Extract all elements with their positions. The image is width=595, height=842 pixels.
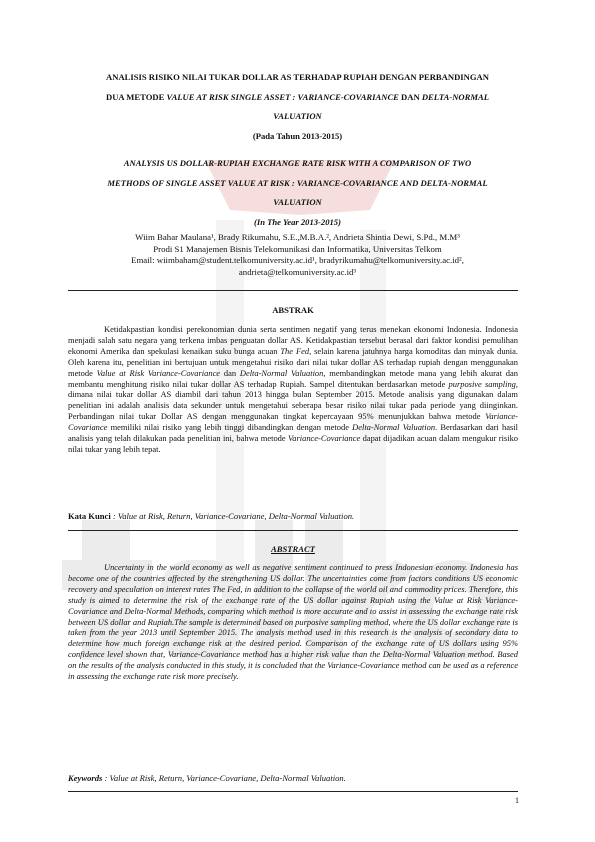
author-block xyxy=(70,232,525,278)
title-english xyxy=(62,154,533,232)
abstrak-paragraph: Ketidakpastian kondisi perekonomian dunia serta sentimen negatif yang terus menekan ekonomi Indonesia. Indonesia menjadi salah satu negara yang terkena imbas penguatan dollar AS. Ketidakpastian tersebut berasal dari faktor kondisi pemulihan ekonomi Amerika dan spekulasi kenaikan suku bunga acuan The Fed, selain karena jatuhnya harga komoditas dan minyak dunia. Oleh karena itu, penelitian ini bertujuan untuk mengetahui risiko dari nilai tukar dollar AS terhadap rupiah dengan menggunakan metode Value at Risk Variance-Covariance dan Delta-Normal Valuation, membandingkan metode mana yang lebih akurat dan membantu menghitung risiko nilai tukar dollar AS terhadap Rupiah. Sampel ditentukan berdasarkan metode purposive sampling, dimana nilai tukar dollar AS diambil dari tahun 2013 hingga bulan September 2015. Metode analisis yang digunakan dalam penelitian ini adalah analisis data sekunder untuk mengetahui seberapa besar risiko nilai tukar pada periode yang diinginkan. Perbandingan nilai tukar Dollar AS dengan menggunakan tingkat kepercayaan 95% menunjukkan bahwa metode Variance-Covariance memiliki nilai risiko yang lebih tinggi dibandingkan dengan metode Delta-Normal Valuation. Berdasarkan dari hasil analisis yang telah dilakukan pada penelitian ini, bahwa metode Variance-Covariance dapat dijadikan acuan dalam mengukur risiko nilai tukar yang lebih tepat. xyxy=(68,324,519,454)
divider-middle xyxy=(68,530,518,531)
title-id-line2: DUA METODE VALUE AT RISK SINGLE ASSET : VARIANCE-COVARIANCE DAN DELTA-NORMAL xyxy=(106,91,489,102)
page-number: 1 xyxy=(515,796,519,805)
divider-bottom xyxy=(68,791,518,792)
title-id-line1: ANALISIS RISIKO NILAI TUKAR DOLLAR AS TERHADAP RUPIAH DENGAN PERBANDINGAN xyxy=(106,72,489,82)
author-names: Wiim Bahar Maulana¹, Brady Rikumahu, S.E.,M.B.A.², Andrieta Shintia Dewi, S.Pd., M.M³ xyxy=(135,232,460,242)
title-id-line3: VALUATION xyxy=(273,111,322,121)
title-en-line1: ANALYSIS US DOLLAR-RUPIAH EXCHANGE RATE RISK WITH A COMPARISON OF TWO xyxy=(123,158,472,168)
author-emails-2: andrieta@telkomuniversity.ac.id³ xyxy=(238,266,357,277)
title-en-line2: METHODS OF SINGLE ASSET VALUE AT RISK : VARIANCE-COVARIANCE AND DELTA-NORMAL xyxy=(107,177,488,188)
keywords: Keywords : Value at Risk, Return, Variance-Covariane, Delta-Normal Valuation. xyxy=(68,773,346,783)
kata-kunci: Kata Kunci : Value at Risk, Return, Variance-Covariane, Delta-Normal Valuation. xyxy=(68,511,355,521)
title-indonesian xyxy=(62,68,533,146)
author-emails-1: Email: wiimbaham@student.telkomuniversity.ac.id¹, bradyrikumahu@telkomuniversity.ac.id², xyxy=(131,255,464,266)
title-en-period: (In The Year 2013-2015) xyxy=(254,216,341,227)
title-en-line3: VALUATION xyxy=(273,197,322,207)
abstract-heading: ABSTRACT xyxy=(271,544,315,554)
abstract-body xyxy=(68,562,518,682)
abstrak-body xyxy=(68,324,518,455)
abstrak-heading: ABSTRAK xyxy=(272,305,314,315)
author-affiliation: Prodi S1 Manajemen Bisnis Telekomunikasi dan Informatika, Universitas Telkom xyxy=(153,243,442,254)
abstract-paragraph: Uncertainty in the world economy as well as negative sentiment continued to press Indonesian economy. Indonesia has become one of the countries affected by the strengthening US dollar. The uncertainties come from factors conditions US economic recovery and speculation on interest rates The Fed, in addition to the collapse of the world oil and commodity prices. Therefore, this study is aimed to determine the risk of the exchange rate of the US dollar against Rupiah using the Value at Risk Variance-Covariance and Delta-Normal Methods, comparing which method is more accurate and to assist in assessing the exchange rate risk between US dollar and Rupiah.The sample is determined based on purposive sampling method, where the US dollar exchange rate is taken from the year 2013 until September 2015. The analysis method used in this research is the analysis of secondary data to determine how much foreign exchange risk at the desired period. Comparison of the exchange rate of US dollars using 95% confidence level shown that, Variance-Covariance method has a higher risk value than the Delta-Normal Valuation method. Based on the results of the analysis conducted in this study, it is concluded that the Variance-Covariance method can be used as a reference in assessing the exchange rate risk more precisely. xyxy=(68,562,518,682)
divider-top xyxy=(68,290,518,291)
title-id-period: (Pada Tahun 2013-2015) xyxy=(252,130,343,141)
